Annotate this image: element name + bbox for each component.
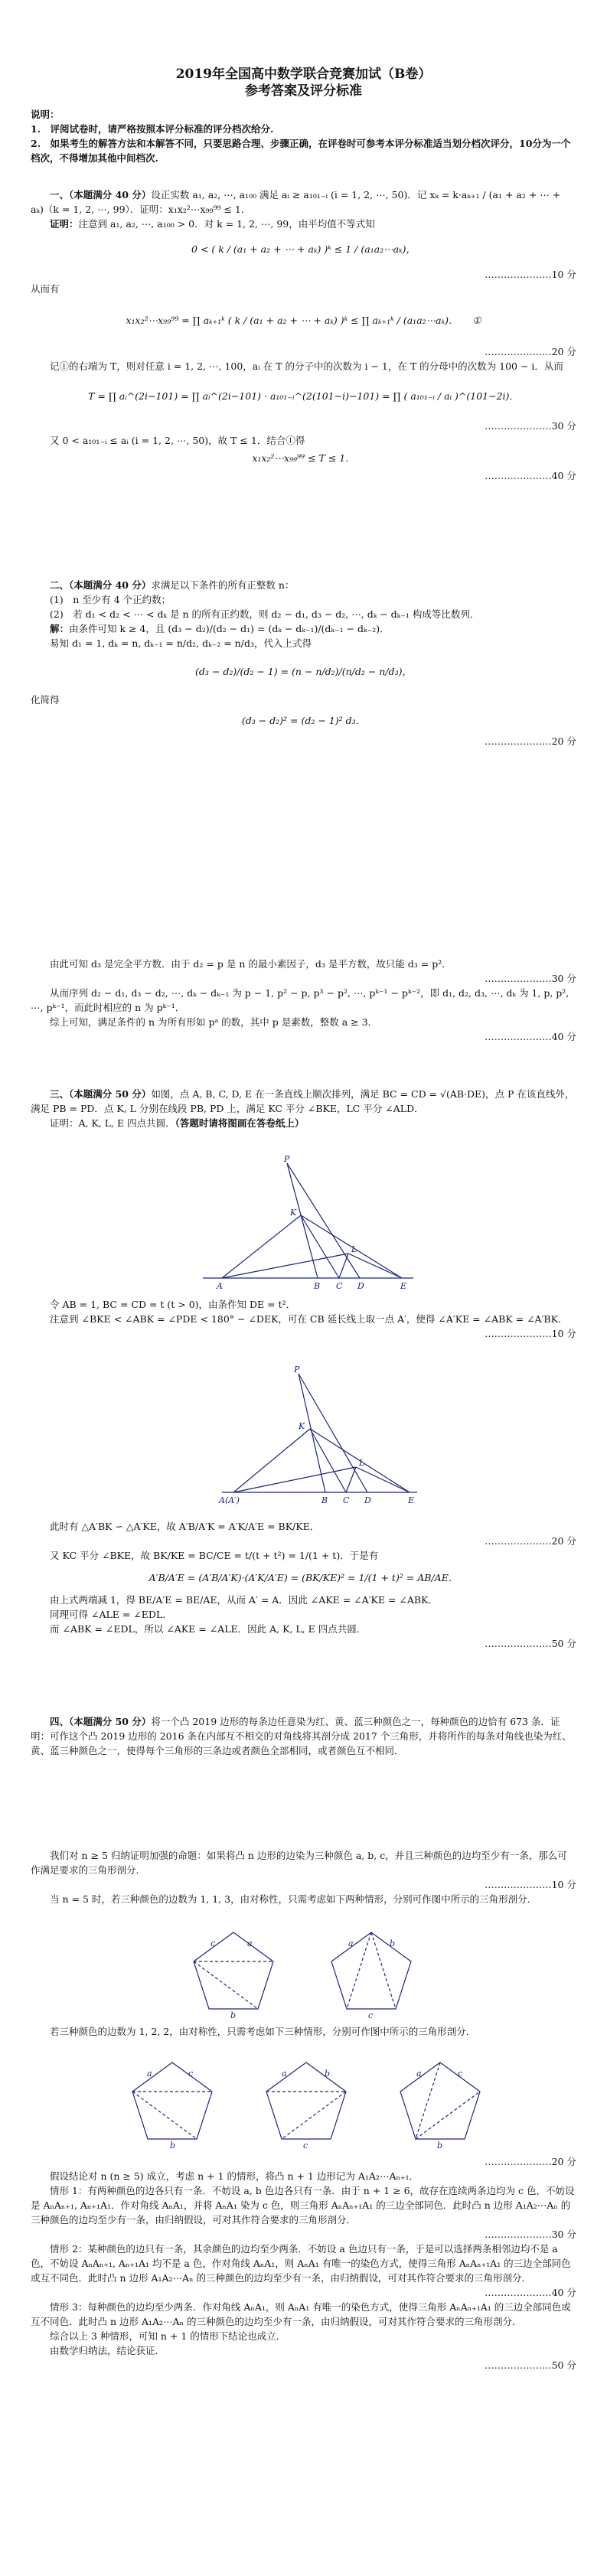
problem-1-head: 一、（本题满分 40 分） [50,189,152,201]
figure-line [287,1163,360,1278]
note-item: 2. 如果考生的解答方法和本解答不同，只要思路合理、步骤正确，在评卷时可参考本评分标准适当划分档次评分，10分为一个档次，不得增加其他中间档次. [31,138,571,164]
label-C: C [336,1281,343,1291]
equation: 0 < ( k / (a₁ + a₂ + ⋯ + aₖ) )ᵏ ≤ 1 / (a₁a₂⋯aₖ)， [191,243,416,255]
figure-line [301,1215,339,1278]
figure-line [346,1467,356,1492]
problem-4-figure-1 [180,1925,432,2020]
prove-text: 证明：A, K, L, E 四点共圆． [50,1117,175,1129]
paragraph: 记①的右端为 T，则对任意 i = 1, 2, ⋯, 100，aᵢ 在 T 的分子中的次数为 i − 1，在 T 的分母中的次数为 100 − i．从而 [50,360,563,372]
figure-line [299,1374,367,1492]
paragraph: 注意到 ∠BKE < ∠ABK = ∠PDE < 180° − ∠DEK，可在 CB 延长线上取一点 A′，使得 ∠A′KE = ∠ABK = ∠A′BK． [50,1313,568,1325]
label-K: K [299,1421,305,1431]
figure-line [222,1215,301,1278]
score-mark: …………………20 分 [485,1535,576,1547]
paragraph: 假设结论对 n (n ≥ 5) 成立，考虑 n + 1 的情形，将凸 n + 1 边形记为 A₁A₂⋯Aₙ₊₁． [50,2170,419,2182]
paragraph: 情形 1：有两种颜色的边各只有一条．不妨设 a, b 色边各只有一条．由于 n + 1 ≥ 6，故存在连续两条边均为 c 色，不妨设是 AₙAₙ₊₁, Aₙ₊₁A₁．作对角线 AₙA₁，并将 AₙA₁ 染为 c 色，则三角形 AₙAₙ₊₁A₁ 的三边全部同色．此时凸 n 边形 A₁A₂⋯Aₙ 的三种颜色的边均至少有一条，由归纳假设，可对其作符合要求的三角形剖分． [31,2185,575,2225]
score-mark: …………………20 分 [485,346,576,357]
problem-3-figure-1 [195,1156,417,1293]
paragraph: 当 n = 5 时，若三种颜色的边数为 1, 1, 3，由对称性，只需考虑如下两种情形，分别可作图中所示的三角形剖分． [50,1893,537,1905]
problem-4-proof-a [31,1848,576,1906]
paragraph: 由此可知 d₃ 是完全平方数．由于 d₂ = p 是 n 的最小素因子，d₃ 是平方数，故只能 d₃ = p²． [50,958,452,970]
problem-2 [31,578,576,748]
edge-letter: c [210,1939,216,1948]
notes [31,107,576,165]
label-E: E [400,1281,407,1291]
figure-line [233,1429,310,1492]
problem-3-proof-b [31,1511,576,1651]
figure-line [222,1254,348,1278]
score-mark: …………………40 分 [485,2287,576,2298]
page-title: 2019年全国高中数学联合竞赛加试（B卷） [175,67,432,82]
paragraph: 由上式两端减 1，得 BE/A′E = BE/AE，从而 A′ = A．因此 ∠AKE = ∠A′KE = ∠ABK． [50,1594,438,1606]
notes-label: 说明： [31,109,60,120]
paragraph: 由数学归纳法，结论获证． [50,2345,165,2356]
condition: (2) 若 d₁ < d₂ < ⋯ < dₖ 是 n 的所有正约数，则 d₂ − d₁, d₃ − d₂, ⋯, dₖ − dₖ₋₁ 构成等比数列． [50,608,480,620]
score-mark: …………………50 分 [485,1638,576,1649]
figure-line [348,1254,402,1278]
paragraph: 从而有 [31,283,60,295]
note-item: 1. 评阅试卷时，请严格按照本评分标准的评分档次给分. [31,123,274,135]
problem-3-head: 三、（本题满分 50 分） [50,1088,152,1100]
problem-1 [31,187,576,483]
label-D: D [357,1281,364,1291]
paragraph: 综合以上 3 种情形，可知 n + 1 的情形下结论也成立． [50,2330,286,2342]
paragraph: 情形 2：某种颜色的边只有一条，其余颜色的边均至少两条．不妨设 a 色边只有一条，于是可以选择两条相邻边均不是 a 色，不妨设 AₙAₙ₊₁, Aₙ₊₁A₁ 均不是 a 色，作对角线 AₙA₁，则 AₙA₁ 有唯一的染色方式，使得三角形 AₙAₙ₊₁A₁ 的三边全部同色或互不同色．此时凸 n 边形 A₁A₂⋯Aₙ 的三种颜色的边均至少有一条，由归纳假设，可对其作符合要求的三角形剖分． [31,2243,571,2284]
paragraph: 而 ∠ABK = ∠EDL，所以 ∠AKE = ∠ALE．因此 A, K, L, E 四点共圆． [50,1623,367,1635]
figure-note: （答题时请将图画在答卷纸上） [175,1117,305,1129]
paragraph: 注意到 a₁, a₂, ⋯, a₁₀₀ > 0．对 k = 1, 2, ⋯, 99，由平均值不等式知 [78,218,375,230]
paragraph: 由条件可知 k ≥ 4，且 (d₃ − d₂)/(d₂ − d₁) = (dₖ − dₖ₋₁)/(dₖ₋₁ − dₖ₋₂)． [69,623,390,634]
paragraph: 我们对 n ≥ 5 归纳证明加强的命题：如果将凸 n 边形的边染为三种颜色 a, b, c，并且三种颜色的边均至少有一条，那么可作满足要求的三角形剖分． [31,1850,567,1876]
equation: x₁x₂²⋯x₉₉⁹⁹ = ∏ aₖ₊₁ᵏ ( k / (a₁ + a₂ + ⋯ + aₖ) )ᵏ ≤ ∏ aₖ₊₁ᵏ / (a₁a₂⋯aₖ)． ① [126,315,481,326]
edge-letter: a [282,2069,287,2079]
edge-letter: c [303,2141,308,2150]
paragraph: 化简得 [31,694,60,706]
diagonal [416,2092,480,2139]
pentagon [194,1932,273,2009]
page-subtitle: 参考答案及评分标准 [245,83,362,99]
score-mark: …………………20 分 [485,735,576,747]
equation: (d₃ − d₂)/(d₂ − 1) = (n − n/d₂)/(n/d₂ − n/d₃)， [195,666,412,677]
proof-label: 证明： [50,218,79,230]
paragraph: 令 AB = 1, BC = CD = t (t > 0)，由条件知 DE = t²． [50,1299,296,1310]
paragraph: 此时有 △A′BK ∽ △A′KE，故 A′B/A′K = A′K/A′E = BK/KE． [50,1521,320,1532]
equation: A′B/A′E = (A′B/A′K)·(A′K/A′E) = (BK/KE)² = 1/(1 + t)² = AB/AE． [148,1572,459,1583]
figure-line [339,1254,348,1278]
equation: (d₃ − d₂)² = (d₂ − 1)² d₃． [241,715,366,726]
score-mark: …………………40 分 [485,1031,576,1042]
problem-4-figure-2 [115,2055,498,2150]
paragraph: 从而序列 d₂ − d₁, d₃ − d₂, ⋯, dₖ − dₖ₋₁ 为 p − 1, p² − p, p³ − p², ⋯, pᵏ⁻¹ − pᵏ⁻²，即 d₁, d₂, d₃, ⋯, dₖ 为 1, p, p², ⋯, pᵏ⁻¹，而此时相应的 n 为 pᵏ⁻¹． [31,987,569,1013]
label-K: K [290,1208,297,1218]
score-mark: …………………30 分 [485,2229,576,2240]
problem-4-proof-b [31,2024,576,2039]
label-C: C [343,1495,350,1505]
edge-letter: b [390,1939,396,1948]
problem-2-continued [31,957,576,1044]
paragraph: 又 0 < a₁₀₁₋ᵢ ≤ aᵢ (i = 1, 2, ⋯, 50)，故 T ≤ 1．结合①得 [50,435,305,446]
diagonal [132,2092,197,2139]
paragraph: 情形 3：每种颜色的边均至少两条．作对角线 AₙA₁，则 AₙA₁ 有唯一的染色方式，使得三角形 AₙAₙ₊₁A₁ 的三边全部同色或互不同色．此时凸 n 边形 A₁A₂⋯Aₙ 的三种颜色的边均至少有一条，由归纳假设，可对其作符合要求的三角形剖分． [31,2301,571,2327]
problem-4-head: 四、（本题满分 50 分） [50,1716,152,1727]
score-mark: …………………30 分 [485,420,576,432]
figure-line [356,1467,410,1492]
pentagon [266,2062,346,2139]
paragraph: 又 KC 平分 ∠BKE，故 BK/KE = BC/CE = t/(t + t²) = 1/(1 + t)．于是有 [50,1550,379,1561]
label-P: P [294,1366,300,1374]
figure-line [233,1467,356,1492]
edge-letter: a [348,1939,354,1948]
pentagon [331,1932,411,2009]
problem-3 [31,1087,576,1130]
label-D: D [364,1495,371,1505]
label-P: P [284,1156,290,1164]
problem-4 [31,1714,576,1758]
label-B: B [321,1495,328,1505]
edge-letter: b [170,2141,176,2150]
diagonal [194,1961,258,2009]
problem-3-statement: 如图，点 A, B, C, D, E 在一条直线上顺次排列，满足 BC = CD = √(AB·DE)，点 P 在该直线外，满足 PB = PD．点 K, L 分别在线段 PB, PD 上，满足 KC 平分 ∠BKE，LC 平分 ∠ALD． [31,1088,575,1114]
label-L: L [359,1458,365,1468]
paragraph: 综上可知，满足条件的 n 为所有形如 pᵃ 的数，其中 p 是素数，整数 a ≥ 3． [50,1016,378,1028]
label-E: E [408,1495,415,1505]
edge-letter: a [416,2069,422,2079]
equation: x₁x₂²⋯x₉₉⁹⁹ ≤ T ≤ 1． [252,452,355,464]
label-B: B [314,1281,321,1291]
label-L: L [351,1244,357,1254]
score-mark: …………………50 分 [485,2359,576,2371]
edge-letter: b [230,2010,237,2020]
problem-2-statement: 求满足以下条件的所有正整数 n： [151,579,295,591]
diagonal [282,2092,346,2139]
paragraph: 易知 d₁ = 1, dₖ = n, dₖ₋₁ = n/d₂, dₖ₋₂ = n/d₃，代入上式得 [50,637,312,649]
edge-letter: c [458,2069,463,2079]
edge-letter: a [247,1939,253,1948]
equation: T = ∏ aᵢ^(2i−101) = ∏ aᵢ^(2i−101) · a₁₀₁₋ᵢ^(2(101−i)−101) = ∏ ( a₁₀₁₋ᵢ / aᵢ )^(101−2i)． [88,390,519,402]
problem-3-figure-2 [214,1366,421,1508]
label-A-prime: A(A′) [219,1495,240,1505]
problem-3-proof-a [31,1297,576,1341]
label-A: A [217,1281,223,1291]
solution-label: 解： [50,623,70,634]
score-mark: …………………10 分 [485,1879,576,1890]
edge-letter: b [437,2141,443,2150]
score-mark: …………………10 分 [485,1328,576,1339]
condition: (1) n 至少有 4 个正约数； [50,594,171,605]
problem-2-head: 二、（本题满分 40 分） [50,579,152,591]
edge-letter: c [368,2010,374,2020]
problem-4-proof-c [31,2154,576,2372]
edge-letter: b [325,2069,331,2079]
edge-letter: c [188,2069,194,2079]
problem-4-statement: 将一个凸 2019 边形的每条边任意染为红、黄、蓝三种颜色之一，每种颜色的边恰有 673 条．证明：可作这个凸 2019 边形的 2016 条在内部互不相交的对角线将其剖分成 2017 个三角形，并将所作的每条对角线也染为红、黄、蓝三种颜色之一，使得每个三角形的三条边或者颜色全部相同，或者颜色互不相同． [31,1716,572,1756]
score-mark: …………………20 分 [485,2156,576,2167]
paragraph: 若三种颜色的边数为 1, 2, 2，由对称性，只需考虑如下三种情形，分别可作图中所示的三角形剖分． [50,2026,476,2037]
figure-line [310,1429,346,1492]
score-mark: …………………30 分 [485,973,576,984]
problem-1-statement: 设正实数 a₁, a₂, ⋯, a₁₀₀ 满足 aᵢ ≥ a₁₀₁₋ᵢ (i = 1, 2, ⋯, 50)．记 xₖ = k·aₖ₊₁ / (a₁ + a₂ + ⋯ + aₖ)（k = 1, 2, ⋯, 99）．证明：x₁x₂²⋯x₉₉⁹⁹ ≤ 1． [31,189,561,215]
pentagon [132,2062,212,2139]
score-mark: …………………10 分 [485,269,576,280]
edge-letter: a [147,2069,152,2079]
paragraph: 同理可得 ∠ALE = ∠EDL． [50,1609,172,1620]
score-mark: …………………40 分 [485,470,576,481]
